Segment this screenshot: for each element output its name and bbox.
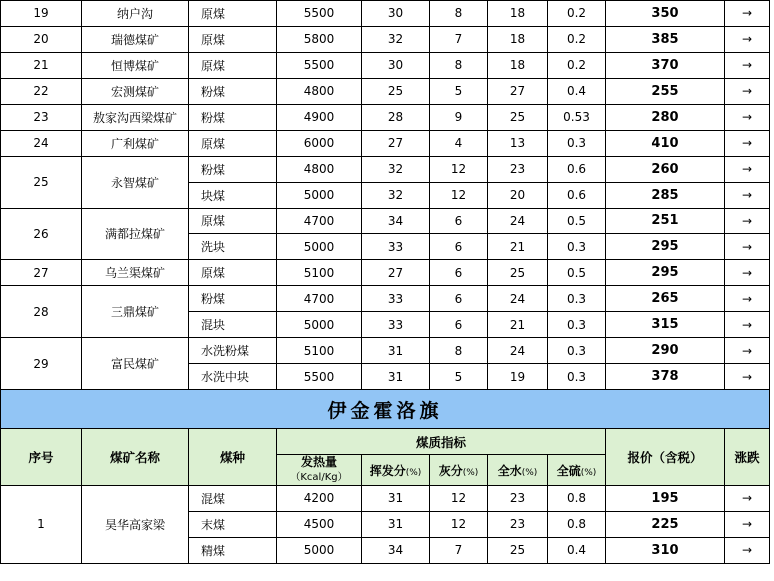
volatile-value: 31	[362, 338, 430, 364]
calorific-value: 5500	[277, 364, 362, 390]
region-header-row	[1, 390, 770, 429]
sulfur-value: 0.3	[548, 364, 606, 390]
volatile-value: 27	[362, 260, 430, 286]
moisture-value: 18	[488, 1, 548, 27]
header-price: 报价（含税）	[606, 429, 725, 486]
moisture-value: 24	[488, 208, 548, 234]
table-row	[1, 1, 770, 27]
ash-value: 6	[430, 312, 488, 338]
mine-name: 纳户沟	[82, 1, 189, 27]
row-number: 29	[1, 338, 82, 390]
upper-table-body	[1, 1, 770, 390]
trend-arrow-icon: →	[725, 486, 770, 512]
coal-type: 末煤	[189, 511, 277, 537]
moisture-value: 18	[488, 26, 548, 52]
calorific-value: 5100	[277, 260, 362, 286]
coal-type: 原煤	[189, 260, 277, 286]
ash-value: 7	[430, 537, 488, 563]
sulfur-value: 0.3	[548, 286, 606, 312]
header-heat-unit: （Kcal/Kg）	[290, 472, 348, 483]
coal-type: 水洗粉煤	[189, 338, 277, 364]
coal-type: 块煤	[189, 182, 277, 208]
volatile-value: 28	[362, 104, 430, 130]
trend-arrow-icon: →	[725, 182, 770, 208]
sulfur-value: 0.6	[548, 182, 606, 208]
ash-value: 6	[430, 286, 488, 312]
price-value: 315	[606, 312, 725, 338]
moisture-value: 18	[488, 52, 548, 78]
table-row	[1, 260, 770, 286]
sulfur-value: 0.8	[548, 486, 606, 512]
calorific-value: 5000	[277, 537, 362, 563]
price-value: 195	[606, 486, 725, 512]
moisture-value: 23	[488, 156, 548, 182]
calorific-value: 5000	[277, 182, 362, 208]
table-row	[1, 130, 770, 156]
volatile-value: 30	[362, 52, 430, 78]
coal-type: 粉煤	[189, 286, 277, 312]
lower-table-body	[1, 486, 770, 564]
mine-name: 三鼎煤矿	[82, 286, 189, 338]
mine-name: 富民煤矿	[82, 338, 189, 390]
row-number: 24	[1, 130, 82, 156]
trend-arrow-icon: →	[725, 130, 770, 156]
header-moisture	[488, 455, 548, 486]
trend-arrow-icon: →	[725, 364, 770, 390]
price-value: 410	[606, 130, 725, 156]
header-ash-label: 灰分	[438, 463, 463, 478]
calorific-value: 4200	[277, 486, 362, 512]
ash-value: 12	[430, 182, 488, 208]
calorific-value: 6000	[277, 130, 362, 156]
ash-value: 9	[430, 104, 488, 130]
sulfur-value: 0.4	[548, 537, 606, 563]
moisture-value: 21	[488, 234, 548, 260]
price-value: 370	[606, 52, 725, 78]
calorific-value: 4700	[277, 208, 362, 234]
ash-value: 8	[430, 52, 488, 78]
ash-value: 5	[430, 364, 488, 390]
sulfur-value: 0.6	[548, 156, 606, 182]
coal-type: 原煤	[189, 208, 277, 234]
header-ash-pct: (%)	[462, 467, 479, 478]
sulfur-value: 0.8	[548, 511, 606, 537]
sulfur-value: 0.3	[548, 234, 606, 260]
mine-name: 昊华高家梁	[82, 486, 189, 564]
calorific-value: 5500	[277, 1, 362, 27]
calorific-value: 4800	[277, 156, 362, 182]
trend-arrow-icon: →	[725, 52, 770, 78]
header-trend: 涨跌	[725, 429, 770, 486]
row-number: 21	[1, 52, 82, 78]
moisture-value: 25	[488, 537, 548, 563]
ash-value: 5	[430, 78, 488, 104]
table-row	[1, 78, 770, 104]
price-value: 310	[606, 537, 725, 563]
region-title: 伊金霍洛旗	[1, 390, 770, 429]
trend-arrow-icon: →	[725, 234, 770, 260]
table-row	[1, 156, 770, 182]
price-value: 285	[606, 182, 725, 208]
row-number: 1	[1, 486, 82, 564]
sulfur-value: 0.3	[548, 338, 606, 364]
trend-arrow-icon: →	[725, 312, 770, 338]
moisture-value: 27	[488, 78, 548, 104]
ash-value: 12	[430, 156, 488, 182]
row-number: 27	[1, 260, 82, 286]
calorific-value: 5500	[277, 52, 362, 78]
header-ash	[430, 455, 488, 486]
coal-type: 混煤	[189, 486, 277, 512]
price-value: 295	[606, 260, 725, 286]
table-row	[1, 486, 770, 512]
volatile-value: 32	[362, 156, 430, 182]
mine-name: 宏测煤矿	[82, 78, 189, 104]
trend-arrow-icon: →	[725, 104, 770, 130]
coal-type: 粉煤	[189, 156, 277, 182]
calorific-value: 5000	[277, 234, 362, 260]
coal-type: 原煤	[189, 52, 277, 78]
moisture-value: 23	[488, 486, 548, 512]
volatile-value: 33	[362, 312, 430, 338]
ash-value: 6	[430, 260, 488, 286]
calorific-value: 4900	[277, 104, 362, 130]
trend-arrow-icon: →	[725, 537, 770, 563]
volatile-value: 31	[362, 364, 430, 390]
coal-type: 原煤	[189, 130, 277, 156]
mine-name: 满都拉煤矿	[82, 208, 189, 260]
trend-arrow-icon: →	[725, 338, 770, 364]
header-sulfur-label: 全硫	[556, 463, 581, 478]
moisture-value: 24	[488, 286, 548, 312]
coal-type: 粉煤	[189, 104, 277, 130]
header-sulfur-pct: (%)	[580, 467, 597, 478]
calorific-value: 4500	[277, 511, 362, 537]
sulfur-value: 0.2	[548, 52, 606, 78]
header-sulfur	[548, 455, 606, 486]
row-number: 28	[1, 286, 82, 338]
sulfur-value: 0.2	[548, 26, 606, 52]
moisture-value: 25	[488, 260, 548, 286]
coal-type: 粉煤	[189, 78, 277, 104]
ash-value: 6	[430, 234, 488, 260]
calorific-value: 5800	[277, 26, 362, 52]
coal-type: 原煤	[189, 1, 277, 27]
coal-type: 精煤	[189, 537, 277, 563]
sulfur-value: 0.4	[548, 78, 606, 104]
price-value: 265	[606, 286, 725, 312]
volatile-value: 33	[362, 286, 430, 312]
volatile-value: 32	[362, 26, 430, 52]
volatile-value: 34	[362, 537, 430, 563]
price-value: 290	[606, 338, 725, 364]
row-number: 20	[1, 26, 82, 52]
calorific-value: 4800	[277, 78, 362, 104]
header-moisture-pct: (%)	[521, 467, 538, 478]
price-value: 255	[606, 78, 725, 104]
price-value: 260	[606, 156, 725, 182]
price-value: 350	[606, 1, 725, 27]
header-no: 序号	[1, 429, 82, 486]
mine-name: 广利煤矿	[82, 130, 189, 156]
calorific-value: 5000	[277, 312, 362, 338]
row-number: 22	[1, 78, 82, 104]
coal-type: 水洗中块	[189, 364, 277, 390]
volatile-value: 34	[362, 208, 430, 234]
price-value: 251	[606, 208, 725, 234]
row-number: 19	[1, 1, 82, 27]
table-row	[1, 52, 770, 78]
header-quality: 煤质指标	[277, 429, 606, 455]
volatile-value: 27	[362, 130, 430, 156]
coal-type: 混块	[189, 312, 277, 338]
table-row	[1, 208, 770, 234]
ash-value: 6	[430, 208, 488, 234]
trend-arrow-icon: →	[725, 208, 770, 234]
ash-value: 4	[430, 130, 488, 156]
price-value: 280	[606, 104, 725, 130]
trend-arrow-icon: →	[725, 1, 770, 27]
header-volatile-pct: (%)	[405, 467, 422, 478]
sulfur-value: 0.3	[548, 130, 606, 156]
header-moisture-label: 全水	[497, 463, 522, 478]
column-header-row	[1, 429, 770, 455]
trend-arrow-icon: →	[725, 511, 770, 537]
moisture-value: 20	[488, 182, 548, 208]
ash-value: 7	[430, 26, 488, 52]
ash-value: 8	[430, 338, 488, 364]
volatile-value: 30	[362, 1, 430, 27]
price-value: 385	[606, 26, 725, 52]
mine-name: 永智煤矿	[82, 156, 189, 208]
ash-value: 12	[430, 511, 488, 537]
row-number: 25	[1, 156, 82, 208]
row-number: 26	[1, 208, 82, 260]
coal-type: 洗块	[189, 234, 277, 260]
sulfur-value: 0.5	[548, 260, 606, 286]
volatile-value: 25	[362, 78, 430, 104]
moisture-value: 13	[488, 130, 548, 156]
table-row	[1, 286, 770, 312]
trend-arrow-icon: →	[725, 286, 770, 312]
trend-arrow-icon: →	[725, 78, 770, 104]
coal-type: 原煤	[189, 26, 277, 52]
sulfur-value: 0.3	[548, 312, 606, 338]
header-volatile	[362, 455, 430, 486]
mine-name: 恒博煤矿	[82, 52, 189, 78]
moisture-value: 25	[488, 104, 548, 130]
volatile-value: 31	[362, 486, 430, 512]
price-value: 225	[606, 511, 725, 537]
trend-arrow-icon: →	[725, 156, 770, 182]
calorific-value: 4700	[277, 286, 362, 312]
volatile-value: 33	[362, 234, 430, 260]
mine-name: 敖家沟西梁煤矿	[82, 104, 189, 130]
mine-name: 瑞德煤矿	[82, 26, 189, 52]
moisture-value: 24	[488, 338, 548, 364]
table-row	[1, 26, 770, 52]
header-heat-label: 发热量	[300, 455, 337, 469]
ash-value: 12	[430, 486, 488, 512]
moisture-value: 21	[488, 312, 548, 338]
region-section	[1, 390, 770, 486]
moisture-value: 23	[488, 511, 548, 537]
header-mine: 煤矿名称	[82, 429, 189, 486]
price-value: 378	[606, 364, 725, 390]
header-volatile-label: 挥发分	[369, 463, 406, 478]
sulfur-value: 0.5	[548, 208, 606, 234]
row-number: 23	[1, 104, 82, 130]
sulfur-value: 0.2	[548, 1, 606, 27]
mine-name: 乌兰渠煤矿	[82, 260, 189, 286]
table-row	[1, 338, 770, 364]
header-heat	[277, 455, 362, 486]
volatile-value: 31	[362, 511, 430, 537]
calorific-value: 5100	[277, 338, 362, 364]
trend-arrow-icon: →	[725, 260, 770, 286]
volatile-value: 32	[362, 182, 430, 208]
sulfur-value: 0.53	[548, 104, 606, 130]
price-value: 295	[606, 234, 725, 260]
header-type: 煤种	[189, 429, 277, 486]
table-row	[1, 104, 770, 130]
ash-value: 8	[430, 1, 488, 27]
trend-arrow-icon: →	[725, 26, 770, 52]
moisture-value: 19	[488, 364, 548, 390]
